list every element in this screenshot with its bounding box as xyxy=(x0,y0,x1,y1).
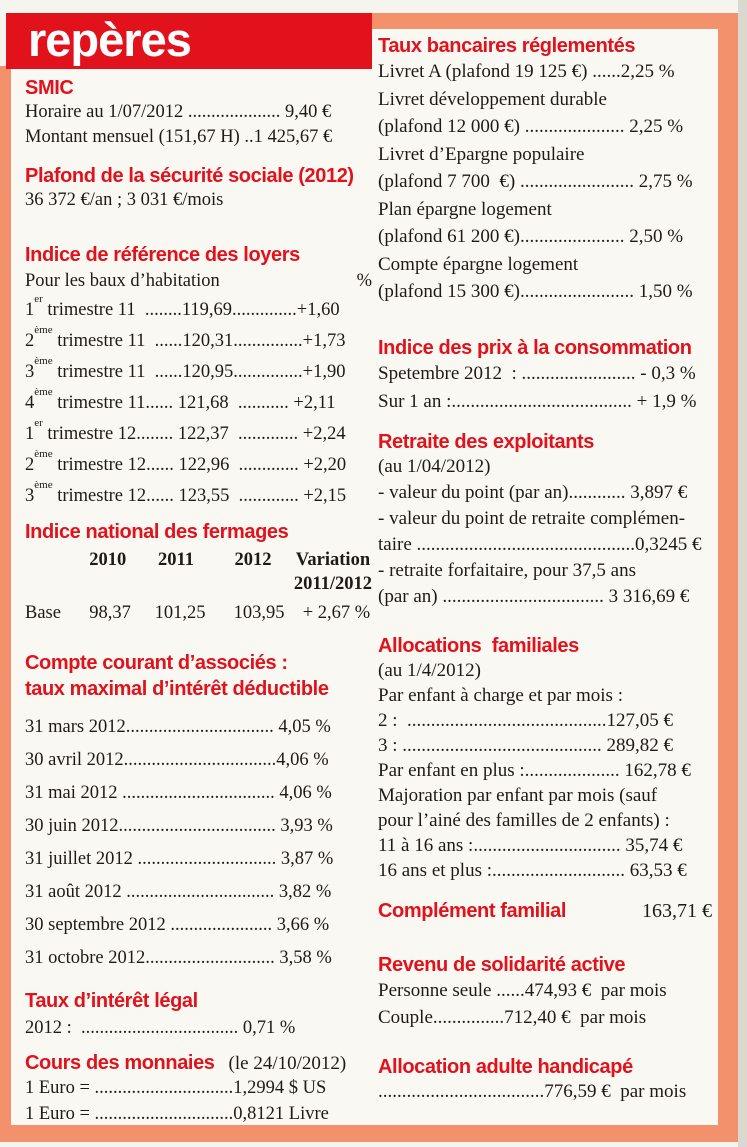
compte-courant-row: 31 mai 2012 ................................. 4,06 % xyxy=(25,783,332,803)
retraite-row: taire ..............................................0,3245 € xyxy=(378,533,702,555)
prix-conso-row: Spetembre 2012 : ........................ - 0,3 % xyxy=(378,362,696,384)
rsa-row-couple: Couple...............712,40 € par mois xyxy=(378,1006,647,1028)
compte-courant-rows xyxy=(25,711,372,975)
loyers-row-ordinal: ème xyxy=(34,447,53,460)
fermages-heading: Indice national des fermages xyxy=(25,521,289,543)
alloc-fam-row: 11 à 16 ans :............................... 35,74 € xyxy=(378,834,683,856)
bancaires-row: Plan épargne logement xyxy=(378,198,552,220)
loyers-row-text: trimestre 11...... 121,68 ........... +2,11 xyxy=(52,393,336,413)
compte-courant-heading-line2: taux maximal d’intérêt déductible xyxy=(25,678,329,700)
loyers-row xyxy=(25,292,372,326)
reperes-banner xyxy=(6,13,372,69)
section-compte-courant xyxy=(25,650,372,975)
section-rsa xyxy=(378,953,716,1031)
fermages-header-spacer xyxy=(25,548,76,596)
section-plafond-securite-sociale xyxy=(25,164,372,213)
loyers-row-ordinal: ème xyxy=(34,323,53,336)
retraite-row: (au 1/04/2012) xyxy=(378,455,491,477)
loyers-row-num: 1 xyxy=(25,300,35,320)
section-allocations-familiales xyxy=(378,634,716,883)
compte-courant-row: 30 avril 2012.................................4,06 % xyxy=(25,750,329,770)
alloc-fam-row: Par enfant à charge et par mois : xyxy=(378,684,623,706)
monnaies-date: (le 24/10/2012) xyxy=(228,1053,347,1074)
page-title: repères xyxy=(28,13,191,66)
retraite-row: - retraite forfaitaire, pour 37,5 ans xyxy=(378,559,636,581)
alloc-fam-row: (au 1/4/2012) xyxy=(378,659,481,681)
loyers-row xyxy=(25,416,372,450)
alloc-fam-row: 16 ans et plus :............................ 63,53 € xyxy=(378,859,687,881)
right-column xyxy=(378,34,716,1105)
compte-courant-row: 31 août 2012 ................................ 3,82 % xyxy=(25,882,332,902)
fermages-value-2010: 98,37 xyxy=(89,603,131,623)
alloc-fam-row: Majoration par enfant par mois (sauf xyxy=(378,784,658,806)
frame-top-right-bar xyxy=(370,13,738,29)
loyers-row-num: 2 xyxy=(25,331,35,351)
section-complement-familial xyxy=(378,899,716,923)
fermages-variation-line1: Variation xyxy=(295,550,371,570)
loyers-row-ordinal: ème xyxy=(34,478,53,491)
loyers-subheader-unit: % xyxy=(356,271,372,291)
compte-courant-heading-line1: Compte courant d’associés : xyxy=(25,652,288,674)
frame-bottom-bar xyxy=(0,1125,738,1142)
section-fermages xyxy=(25,520,372,626)
smic-line-monthly: Montant mensuel (151,67 H) ..1 425,67 € xyxy=(25,127,333,147)
complement-value: 163,71 € xyxy=(642,899,712,922)
section-taux-bancaires xyxy=(378,34,716,306)
loyers-row xyxy=(25,478,372,512)
loyers-row-num: 2 xyxy=(25,455,35,475)
bancaires-row: (plafond 15 300 €)........................ 1,50 % xyxy=(378,281,693,302)
loyers-row-text: trimestre 12........ 122,37 ............. +2,24 xyxy=(42,424,346,444)
retraite-heading: Retraite des exploitants xyxy=(378,430,595,453)
section-taux-interet-legal xyxy=(25,989,372,1043)
loyers-subheader xyxy=(25,267,372,295)
aah-row: ...................................776,59 € par mois xyxy=(378,1080,687,1102)
alloc-fam-row: 3 : .......................................... 289,82 € xyxy=(378,734,674,756)
fermages-variation-line2: 2011/2012 xyxy=(293,574,372,594)
retraite-row: - valeur du point (par an)............ 3,897 € xyxy=(378,481,688,503)
alloc-fam-row: Par enfant en plus :.................... 162,78 € xyxy=(378,759,691,781)
taux-legal-heading: Taux d’intérêt légal xyxy=(25,990,198,1012)
section-prix-consommation xyxy=(378,336,716,416)
photo-edge-strip xyxy=(738,0,747,1147)
prix-conso-heading: Indice des prix à la consommation xyxy=(378,336,692,359)
loyers-row xyxy=(25,385,372,419)
loyers-row xyxy=(25,447,372,481)
loyers-row-text: trimestre 12...... 122,96 ............. +2,20 xyxy=(52,455,347,475)
left-column xyxy=(25,76,372,1127)
section-allocation-adulte-handicape xyxy=(378,1055,716,1105)
loyers-row-ordinal: er xyxy=(34,292,43,305)
loyers-subheader-label: Pour les baux d’habitation xyxy=(25,271,220,291)
taux-legal-line: 2012 : .................................. 0,71 % xyxy=(25,1018,296,1038)
bancaires-row: (plafond 7 700 €) ........................ 2,75 % xyxy=(378,171,693,192)
loyers-row xyxy=(25,354,372,388)
bancaires-row: Livret d’Epargne populaire xyxy=(378,143,585,165)
bancaires-row: Livret développement durable xyxy=(378,88,607,110)
prix-conso-row: Sur 1 an :...................................... + 1,9 % xyxy=(378,390,697,412)
fermages-variation-label xyxy=(294,548,372,596)
plafond-line: 36 372 €/an ; 3 031 €/mois xyxy=(25,190,224,210)
fermages-year-2012: 2012 xyxy=(234,550,272,570)
fermages-row-label: Base xyxy=(25,603,61,623)
retraite-row: (par an) .................................. 3 316,69 € xyxy=(378,585,690,607)
loyers-row-ordinal: ème xyxy=(34,385,53,398)
fermages-year-2011: 2011 xyxy=(158,550,194,570)
loyers-row-text: trimestre 11 ......120,95...............+1,90 xyxy=(52,362,346,382)
compte-courant-row: 31 octobre 2012............................ 3,58 % xyxy=(25,948,332,968)
aah-heading: Allocation adulte handicapé xyxy=(378,1055,633,1078)
monnaies-row-usd: 1 Euro = ..............................1,2994 $ US xyxy=(25,1078,327,1098)
monnaies-row-gbp: 1 Euro = ..............................0,8121 Livre xyxy=(25,1104,329,1124)
plafond-heading: Plafond de la sécurité sociale (2012) xyxy=(25,165,354,187)
alloc-fam-heading: Allocations familiales xyxy=(378,634,579,657)
frame-left-bar xyxy=(0,66,11,1142)
loyers-heading: Indice de référence des loyers xyxy=(25,244,300,266)
monnaies-heading: Cours des monnaies xyxy=(25,1052,215,1074)
compte-courant-row: 30 juin 2012.................................. 3,93 % xyxy=(25,816,333,836)
alloc-fam-row: pour l’ainé des familles de 2 enfants) : xyxy=(378,809,670,831)
bancaires-row: Livret A (plafond 19 125 €) ......2,25 % xyxy=(378,61,675,82)
frame-right-bar xyxy=(718,13,738,1142)
compte-courant-row: 31 mars 2012................................ 4,05 % xyxy=(25,717,331,737)
fermages-value-2012: 103,95 xyxy=(233,603,285,623)
complement-heading: Complément familial xyxy=(378,899,566,922)
loyers-row-num: 3 xyxy=(25,362,35,382)
rsa-heading: Revenu de solidarité active xyxy=(378,953,626,976)
fermages-table-row xyxy=(25,600,372,626)
loyers-row-text: trimestre 11 ......120,31...............+1,73 xyxy=(52,331,346,351)
loyers-row-text: trimestre 12...... 123,55 ............. +2,15 xyxy=(52,486,347,506)
loyers-row-ordinal: ème xyxy=(34,354,53,367)
section-indice-loyers xyxy=(25,243,372,512)
section-cours-monnaies xyxy=(25,1051,372,1127)
fermages-year-2010: 2010 xyxy=(89,550,127,570)
bancaires-row: (plafond 61 200 €)...................... 2,50 % xyxy=(378,226,684,247)
loyers-row-num: 1 xyxy=(25,424,35,444)
loyers-row-ordinal: er xyxy=(34,416,43,429)
smic-heading: SMIC xyxy=(25,77,74,99)
fermages-variation-value: + 2,67 % xyxy=(302,603,371,623)
fermages-table-header xyxy=(25,548,372,596)
compte-courant-row: 30 septembre 2012 ...................... 3,66 % xyxy=(25,915,330,935)
fermages-value-2011: 101,25 xyxy=(154,603,206,623)
loyers-row-num: 3 xyxy=(25,486,35,506)
bancaires-row: (plafond 12 000 €) ..................... 2,25 % xyxy=(378,116,684,137)
retraite-row: - valeur du point de retraite complémen- xyxy=(378,507,686,529)
loyers-row xyxy=(25,323,372,357)
rsa-row-personne-seule: Personne seule ......474,93 € par mois xyxy=(378,979,667,1001)
alloc-fam-row: 2 : ..........................................127,05 € xyxy=(378,709,674,731)
bancaires-heading: Taux bancaires réglementés xyxy=(378,35,636,57)
section-smic xyxy=(25,76,372,150)
section-retraite-exploitants xyxy=(378,430,716,610)
smic-line-hourly: Horaire au 1/07/2012 .................... 9,40 € xyxy=(25,102,332,122)
compte-courant-row: 31 juillet 2012 .............................. 3,87 % xyxy=(25,849,334,869)
loyers-row-text: trimestre 11 ........119,69..............+1,60 xyxy=(42,300,340,320)
bancaires-row: Compte épargne logement xyxy=(378,253,579,275)
loyers-row-num: 4 xyxy=(25,393,35,413)
